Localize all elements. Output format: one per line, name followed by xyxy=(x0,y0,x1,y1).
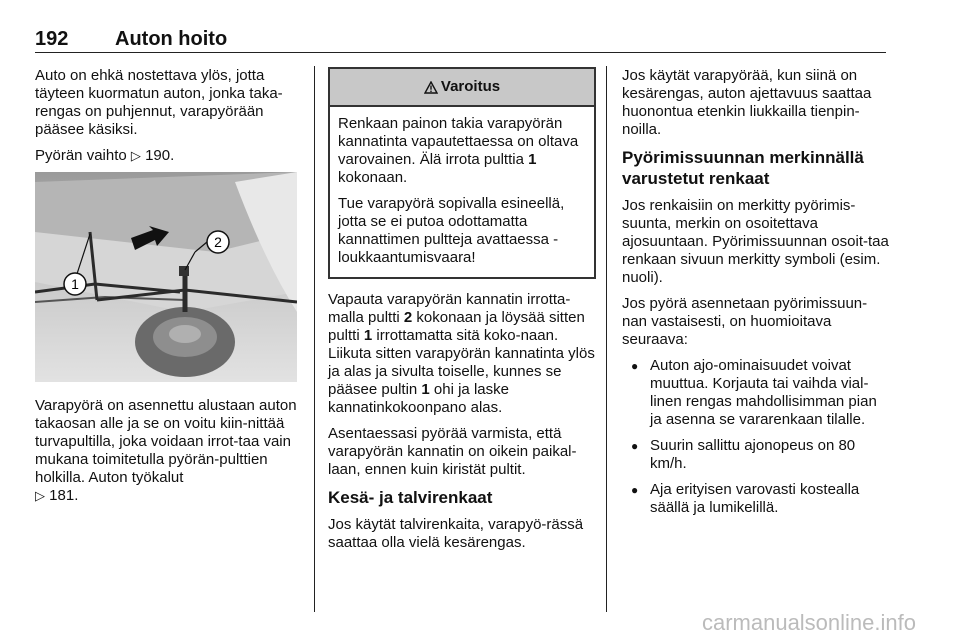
warning-text: Renkaan painon takia varapyörän kannatinta vapautettaessa on oltava varovainen. Älä irrota pulttia xyxy=(338,115,579,168)
list-item: ● Suurin sallittu ajonopeus on 80 km/h. xyxy=(622,437,890,473)
body-text: ohi ja laske kannatinkokoonpano alas. xyxy=(328,381,509,416)
body-text: kokonaan ja löysää sitten pultti xyxy=(328,309,585,344)
column-2 xyxy=(328,67,596,560)
warning-paragraph-2: Tue varapyörä sopivalla esineellä, jotta se ei putoa odottamatta kannattimen pultteja avattaessa - loukkaantumisvaara! xyxy=(338,195,565,266)
warning-paragraph-1 xyxy=(338,115,586,187)
spare-wheel-illustration xyxy=(35,172,297,382)
header-rule xyxy=(35,52,886,53)
body-text: irrottamatta sitä koko-naan. Liikuta sitten varapyörän kannatinta ylös ja alas ja sivulta toiselle, kunnes se pääsee pultin xyxy=(328,327,595,398)
warning-header xyxy=(330,69,594,107)
column-divider-1 xyxy=(314,66,315,612)
column-3 xyxy=(622,67,890,525)
paragraph-release-carrier xyxy=(328,291,596,417)
list-item: ● Auton ajo-ominaisuudet voivat muuttua. Korjauta tai vaihda vial-linen rengas mahdollisimman pian ja asenna se vararenkaan tilalle. xyxy=(622,357,890,429)
paragraph-summer-tyre-handling: Jos käytät varapyörää, kun siinä on kesärengas, auton ajettavuus saattaa huonontua etenkin liukkailla tienpin-noilla. xyxy=(622,67,872,138)
warning-heading: Varoitus xyxy=(440,78,501,95)
spare-location-text: Varapyörä on asennettu alustaan auton takaosan alle ja se on voitu kiin-nittää turvapultilla, joka voidaan irrot-taa vain mukana toimitetulla pyörän-pulttien holkilla. Auton työkalut xyxy=(35,397,297,486)
page-ref-arrow-icon: ▷ xyxy=(130,148,141,163)
page-title: Auton hoito xyxy=(115,28,228,50)
watermark: carmanualsonline.info xyxy=(701,610,916,635)
column-divider-2 xyxy=(606,66,607,612)
body-text: Vapauta varapyörän kannatin irrotta-malla pultti xyxy=(328,291,571,326)
bullet-list xyxy=(622,357,890,517)
bolt-number: 1 xyxy=(363,327,373,344)
column-1 xyxy=(35,67,305,173)
paragraph-wheel-change-ref xyxy=(35,147,305,165)
page-ref-arrow-icon: ▷ xyxy=(35,488,45,503)
paragraph-winter-tyres: Jos käytät talvirenkaita, varapyö-rässä saattaa olla vielä kesärengas. xyxy=(328,516,584,551)
spare-wheel-figure xyxy=(35,172,297,382)
ref-page-link[interactable]: 181. xyxy=(49,487,79,504)
paragraph-direction-marking: Jos renkaisiin on merkitty pyörimis-suunta, merkin on osoitettava ajosuuntaan. Pyörimissuunnan osoit-taa renkaan sivuun merkitty symboli (esim. nuoli). xyxy=(622,197,889,286)
column-1-lower xyxy=(35,397,305,513)
bolt-number: 1 xyxy=(528,151,537,168)
bolt-number: 1 xyxy=(421,381,430,398)
page-number: 192 xyxy=(35,28,69,50)
paragraph-spare-access: Auto on ehkä nostettava ylös, jotta täyteen kuormatun auton, jonka taka-rengas on puhjennut, varapyörään pääsee käsiksi. xyxy=(35,67,283,138)
list-item: ● Aja erityisen varovasti kostealla säällä ja lumikelillä. xyxy=(622,481,890,517)
section-heading-summer-winter: Kesä- ja talvirenkaat xyxy=(328,488,493,507)
callout-2-label: 2 xyxy=(214,234,222,250)
ref-text: Pyörän vaihto xyxy=(35,147,131,164)
ref-page-link[interactable]: 190. xyxy=(145,147,175,164)
section-heading-directional-tyres: Pyörimissuunnan merkinnällä varustetut renkaat xyxy=(622,148,864,188)
paragraph-reverse-fitting: Jos pyörä asennetaan pyörimissuun-nan vastaisesti, on huomioitava seuraava: xyxy=(622,295,868,348)
paragraph-install-check: Asentaessasi pyörää varmista, että varapyörän kannatin on oikein paikal-laan, ennen kuin kiristät pultit. xyxy=(328,425,577,478)
warning-body xyxy=(330,107,594,277)
warning-triangle-icon xyxy=(424,81,438,94)
warning-box xyxy=(328,67,596,279)
bolt-number: 2 xyxy=(403,309,413,326)
callout-1-label: 1 xyxy=(71,276,79,292)
warning-text: kokonaan. xyxy=(338,169,408,186)
page-header xyxy=(35,28,885,54)
paragraph-spare-location xyxy=(35,397,305,505)
